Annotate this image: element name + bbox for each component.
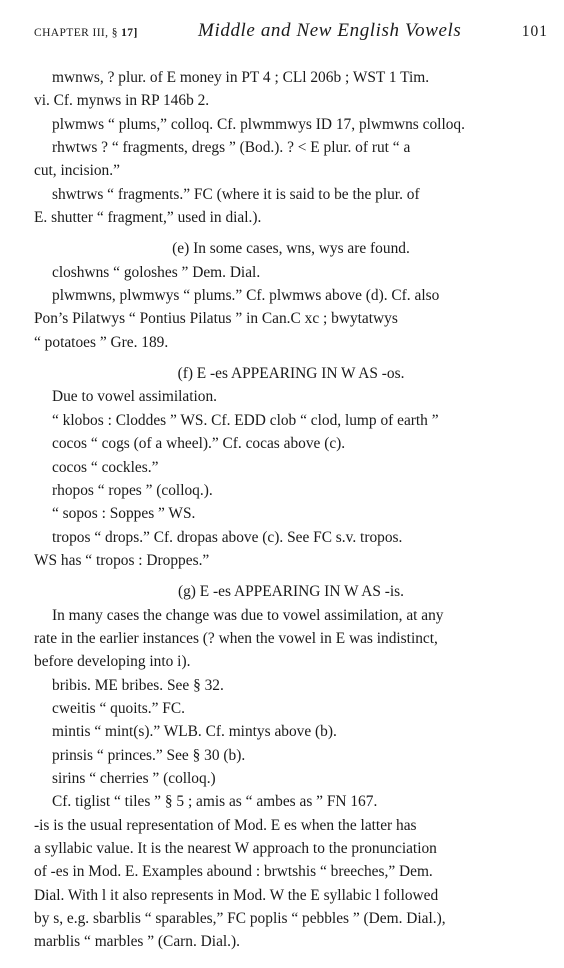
text-line: shwtrws “ fragments.” FC (where it is said to be the plur. of <box>52 185 420 203</box>
text-line: “ sopos : Soppes ” WS. <box>52 505 196 523</box>
text-line: Due to vowel assimilation. <box>52 388 217 406</box>
page-body <box>34 66 548 954</box>
text-line: WS has “ tropos : Droppes.” <box>34 551 210 569</box>
text-line: plwmws “ plums,” colloq. Cf. plwmmwys ID 17, plwmwns colloq. <box>52 115 465 133</box>
subsection-heading-f: (f) E -es APPEARING IN W AS -os. <box>177 365 405 383</box>
book-page <box>34 20 548 954</box>
text-line: mwnws, ? plur. of E money in PT 4 ; CLl 206b ; WST 1 Tim. <box>52 69 430 86</box>
running-header <box>34 20 548 52</box>
text-line: “ klobos : Cloddes ” WS. Cf. EDD clob “ clod, lump of earth ” <box>52 411 439 429</box>
text-line: Cf. tiglist “ tiles ” § 5 ; amis as “ ambes as ” FN 167. <box>52 793 378 811</box>
text-line: tropos “ drops.” Cf. dropas above (c). See FC s.v. tropos. <box>52 528 403 546</box>
text-line: prinsis “ princes.” See § 30 (b). <box>52 746 246 764</box>
text-line: marblis “ marbles ” (Carn. Dial.). <box>34 933 240 951</box>
text-line: -is is the usual representation of Mod. E es when the latter has <box>34 816 417 834</box>
text-line: sirins “ cherries ” (colloq.) <box>52 769 216 787</box>
text-line: cocos “ cockles.” <box>52 458 159 476</box>
text-line: cocos “ cogs (of a wheel).” Cf. cocas above (c). <box>52 435 346 453</box>
text-line: In many cases the change was due to vowel assimilation, at any <box>52 606 444 624</box>
text-line: E. shutter “ fragment,” used in dial.). <box>34 209 262 227</box>
text-line: a syllabic value. It is the nearest W approach to the pronunciation <box>34 840 437 857</box>
text-line: rhopos “ ropes ” (colloq.). <box>52 481 213 499</box>
text-line: vi. Cf. mynws in RP 146b 2. <box>34 92 210 110</box>
text-line: rhwtws ? “ fragments, dregs ” (Bod.). ? < E plur. of rut “ a <box>52 139 411 157</box>
text-line: Pon’s Pilatwys “ Pontius Pilatus ” in Can.C xc ; bwytatwys <box>34 310 398 328</box>
text-line: “ potatoes ” Gre. 189. <box>34 333 169 351</box>
text-line: plwmwns, plwmwys “ plums.” Cf. plwmws above (d). Cf. also <box>52 287 440 305</box>
chapter-reference: CHAPTER III, § 17] <box>34 27 138 39</box>
text-line: bribis. ME bribes. See § 32. <box>52 676 224 694</box>
text-line: before developing into i). <box>34 653 191 671</box>
text-line: cut, incision.” <box>34 162 120 180</box>
text-line: mintis “ mint(s).” WLB. Cf. mintys above (b). <box>52 723 337 741</box>
text-line: Dial. With l it also represents in Mod. W the E syllabic l followed <box>34 886 439 904</box>
running-title: Middle and New English Vowels <box>198 20 462 41</box>
text-line: cweitis “ quoits.” FC. <box>52 699 185 717</box>
subsection-heading-g: (g) E -es APPEARING IN W AS -is. <box>177 583 405 601</box>
text-line: of -es in Mod. E. Examples abound : brwtshis “ breeches,” Dem. <box>34 863 433 881</box>
text-line: rate in the earlier instances (? when the vowel in E was indistinct, <box>34 629 438 647</box>
page-number: 101 <box>521 23 548 40</box>
text-line: by s, e.g. sbarblis “ sparables,” FC poplis “ pebbles ” (Dem. Dial.), <box>34 910 446 928</box>
text-line: closhwns “ goloshes ” Dem. Dial. <box>52 263 261 281</box>
subsection-heading-e: (e) In some cases, wns, wys are found. <box>172 240 410 258</box>
